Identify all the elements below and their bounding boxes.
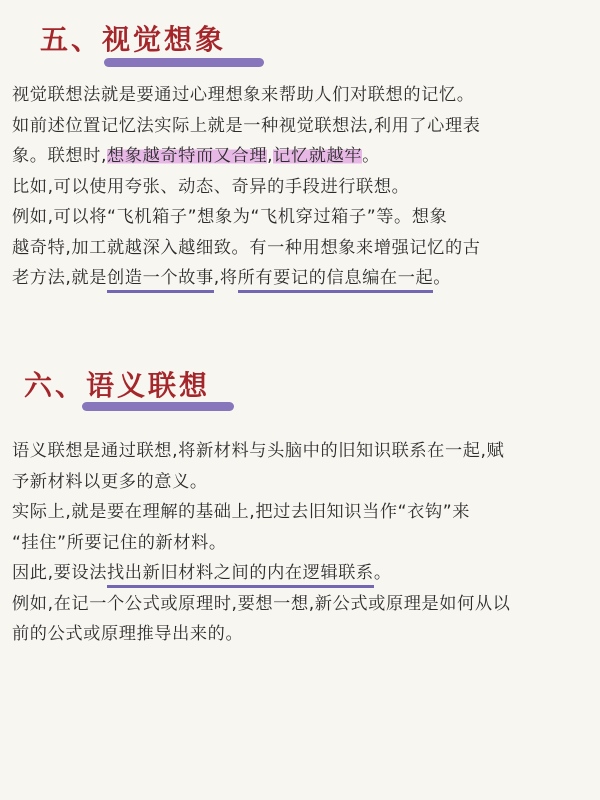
text-line bbox=[12, 202, 590, 233]
section-6-body bbox=[12, 436, 590, 650]
text-line bbox=[12, 111, 590, 142]
text-segment: ,将 bbox=[213, 268, 238, 288]
text-line bbox=[12, 497, 590, 528]
text-segment: 予新材料以更多的意义。 bbox=[12, 471, 208, 492]
section-5-heading bbox=[40, 18, 226, 58]
text-line bbox=[12, 141, 590, 172]
text-segment: 。 bbox=[362, 146, 380, 166]
underlined-text: 创造一个故事 bbox=[107, 268, 214, 293]
text-line bbox=[12, 436, 590, 467]
text-segment: 实际上,就是要在理解的基础上,把过去旧知识当作“衣钩”来 bbox=[12, 502, 471, 522]
underlined-text: 所有要记的信息编在一起 bbox=[238, 268, 434, 293]
text-line bbox=[12, 263, 590, 294]
text-line bbox=[12, 233, 590, 264]
text-segment: 因此,要设法 bbox=[12, 563, 108, 583]
text-segment: 。 bbox=[433, 268, 452, 288]
text-segment: 越奇特,加工就越深入越细致。有一种用想象来增强记忆的古 bbox=[12, 237, 481, 258]
text-segment: 。 bbox=[373, 563, 392, 583]
text-segment: 老方法,就是 bbox=[12, 268, 108, 288]
section-5-heading-underline bbox=[104, 58, 264, 67]
text-segment: 象。联想时, bbox=[12, 146, 108, 166]
underlined-text: 找出新旧材料之间的内在逻辑联系 bbox=[107, 563, 374, 588]
text-line bbox=[12, 467, 590, 498]
highlighted-text: 记忆就越牢 bbox=[273, 146, 363, 166]
text-segment: “挂住”所要记住的新材料。 bbox=[12, 532, 227, 553]
text-line bbox=[12, 528, 590, 559]
text-segment: 语义联想是通过联想,将新材料与头脑中的旧知识联系在一起,赋 bbox=[12, 441, 505, 461]
text-segment: 前的公式或原理推导出来的。 bbox=[12, 624, 244, 644]
text-segment: , bbox=[267, 146, 274, 166]
text-line bbox=[12, 172, 590, 203]
text-segment: 如前述位置记忆法实际上就是一种视觉联想法,利用了心理表 bbox=[12, 115, 481, 136]
section-6-heading bbox=[24, 364, 210, 404]
highlighted-text: 想象越奇特而又合理 bbox=[107, 146, 268, 166]
text-line bbox=[12, 558, 590, 589]
section-5-body bbox=[12, 80, 590, 294]
text-line bbox=[12, 80, 590, 111]
text-segment: 视觉联想法就是要通过心理想象来帮助人们对联想的记忆。 bbox=[12, 85, 475, 105]
section-6-title: 六、语义联想 bbox=[24, 369, 211, 402]
text-segment: 例如,在记一个公式或原理时,要想一想,新公式或原理是如何从以 bbox=[12, 593, 511, 614]
text-line bbox=[12, 589, 590, 620]
text-segment: 比如,可以使用夸张、动态、奇异的手段进行联想。 bbox=[12, 176, 410, 197]
text-line bbox=[12, 619, 590, 650]
text-segment: 例如,可以将“飞机箱子”想象为“飞机穿过箱子”等。想象 bbox=[12, 207, 448, 227]
section-5-title: 五、视觉想象 bbox=[40, 23, 227, 56]
